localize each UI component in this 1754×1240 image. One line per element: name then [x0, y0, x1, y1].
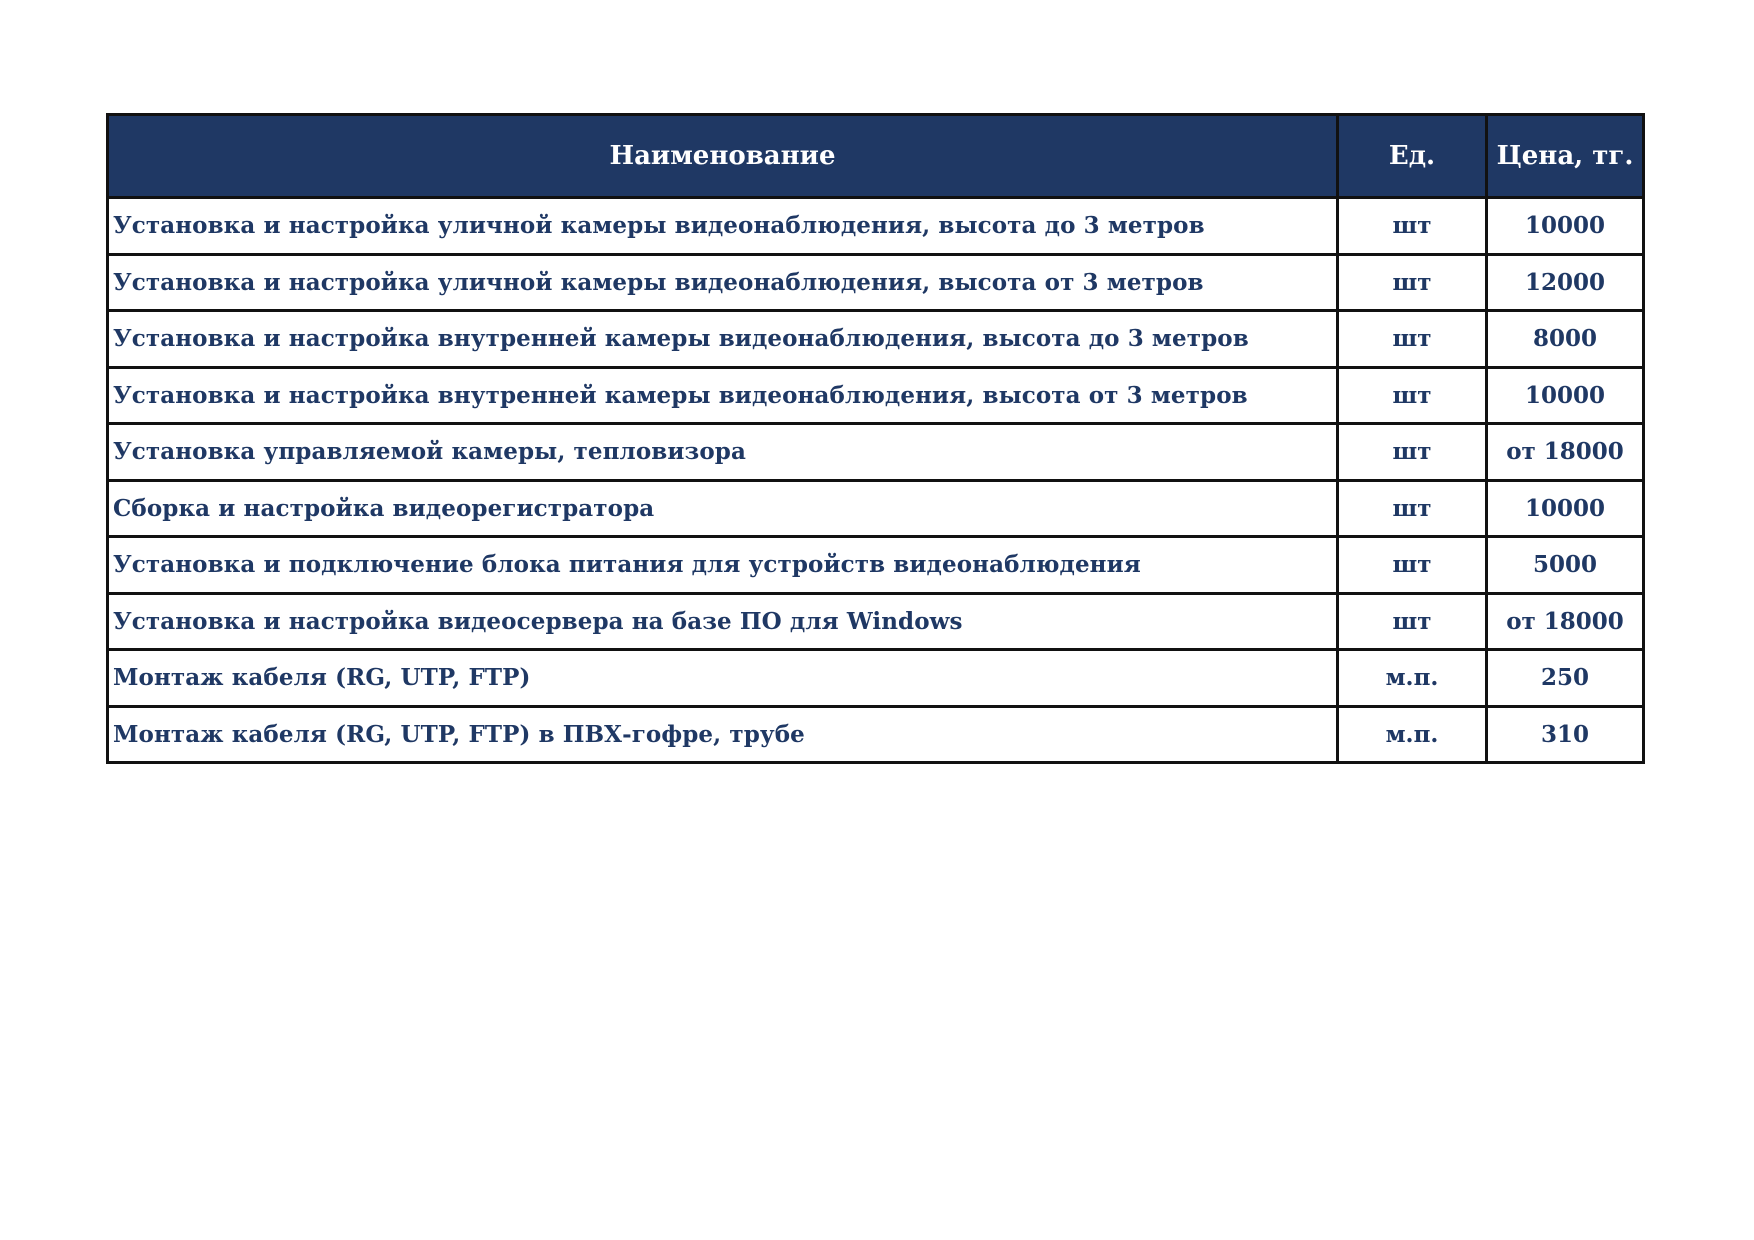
service-name: Установка и настройка видеосервера на базе ПО для Windows	[108, 593, 1338, 650]
service-unit: шт	[1338, 254, 1487, 311]
service-unit: м.п.	[1338, 706, 1487, 763]
header-price: Цена, тг.	[1487, 115, 1644, 198]
table-row	[108, 650, 1644, 707]
header-unit: Ед.	[1338, 115, 1487, 198]
service-price: 10000	[1487, 367, 1644, 424]
service-price: 12000	[1487, 254, 1644, 311]
service-name: Установка и настройка внутренней камеры видеонаблюдения, высота до 3 метров	[108, 311, 1338, 368]
table-row	[108, 706, 1644, 763]
service-unit: м.п.	[1338, 650, 1487, 707]
header-row	[108, 115, 1644, 198]
table-row	[108, 254, 1644, 311]
table-row	[108, 537, 1644, 594]
service-name: Монтаж кабеля (RG, UTP, FTP)	[108, 650, 1338, 707]
service-price: от 18000	[1487, 593, 1644, 650]
service-unit: шт	[1338, 480, 1487, 537]
table-header	[108, 115, 1644, 198]
table-row	[108, 311, 1644, 368]
service-unit: шт	[1338, 198, 1487, 255]
service-unit: шт	[1338, 311, 1487, 368]
table-row	[108, 424, 1644, 481]
header-name: Наименование	[108, 115, 1338, 198]
service-name: Установка и настройка уличной камеры видеонаблюдения, высота от 3 метров	[108, 254, 1338, 311]
service-name: Установка и настройка внутренней камеры видеонаблюдения, высота от 3 метров	[108, 367, 1338, 424]
price-table	[106, 113, 1645, 764]
service-unit: шт	[1338, 593, 1487, 650]
service-unit: шт	[1338, 537, 1487, 594]
service-price: 10000	[1487, 480, 1644, 537]
table-row	[108, 367, 1644, 424]
table-row	[108, 593, 1644, 650]
service-name: Установка управляемой камеры, тепловизора	[108, 424, 1338, 481]
service-unit: шт	[1338, 424, 1487, 481]
service-price: от 18000	[1487, 424, 1644, 481]
service-price: 310	[1487, 706, 1644, 763]
service-price: 250	[1487, 650, 1644, 707]
service-price: 10000	[1487, 198, 1644, 255]
service-name: Установка и подключение блока питания для устройств видеонаблюдения	[108, 537, 1338, 594]
table-row	[108, 480, 1644, 537]
table-row	[108, 198, 1644, 255]
service-price: 8000	[1487, 311, 1644, 368]
service-name: Монтаж кабеля (RG, UTP, FTP) в ПВХ-гофре, трубе	[108, 706, 1338, 763]
table-body	[108, 198, 1644, 763]
service-price: 5000	[1487, 537, 1644, 594]
service-name: Установка и настройка уличной камеры видеонаблюдения, высота до 3 метров	[108, 198, 1338, 255]
service-name: Сборка и настройка видеорегистратора	[108, 480, 1338, 537]
service-unit: шт	[1338, 367, 1487, 424]
